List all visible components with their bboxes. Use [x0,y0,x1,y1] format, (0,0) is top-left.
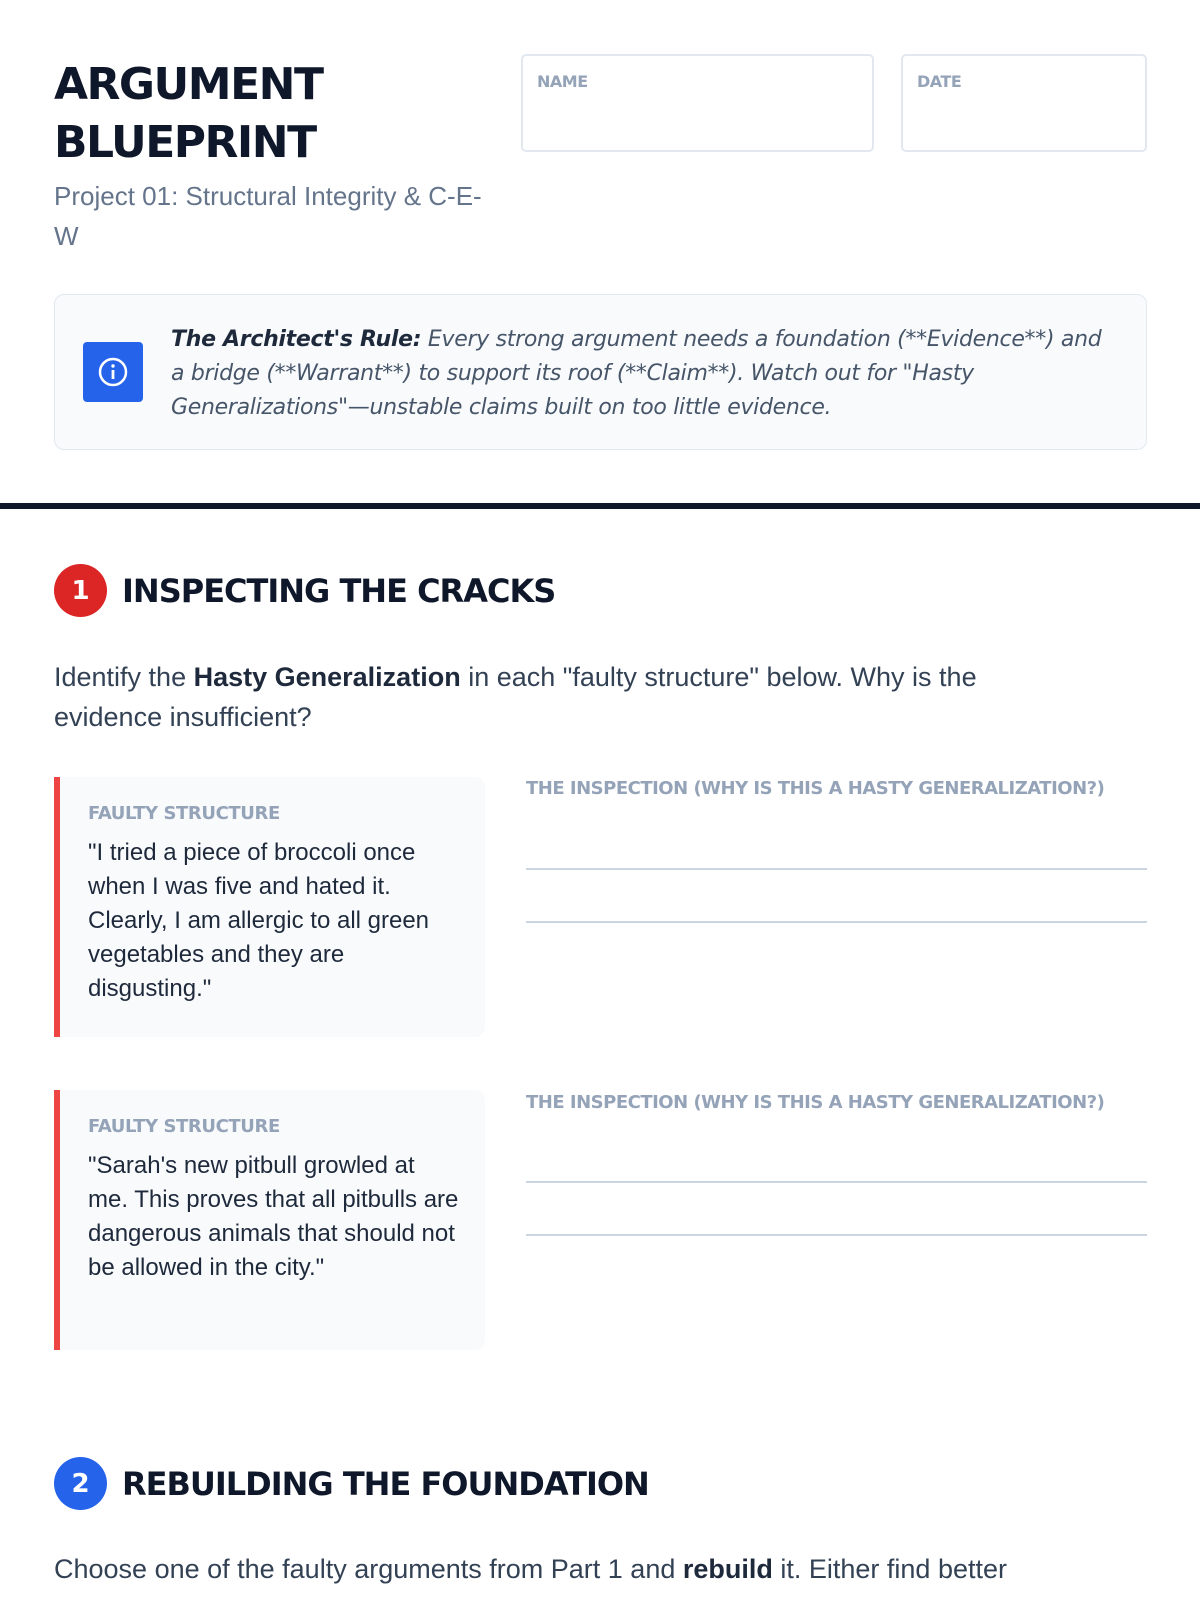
architect-rule-callout [54,294,1147,450]
rule-body: Every strong argument needs a foundation (**Evidence**) and a bridge (**Warrant**) to support its roof (**Claim**). Watch out for "Hasty Generalizations"—unstable claims built on too little evidence. [171,327,1102,420]
section-2-number: 2 [54,1457,107,1510]
answer-line[interactable] [526,921,1147,923]
faulty-structure-card [54,1090,485,1350]
name-field-label: NAME [537,72,588,91]
section-1-title: INSPECTING THE CRACKS [122,571,556,610]
faulty-structure-label: FAULTY STRUCTURE [88,803,280,824]
answer-line[interactable] [526,868,1147,870]
instr-text: it. Either find better [772,1554,1007,1584]
section-1-heading [54,564,555,617]
name-field[interactable] [521,54,874,152]
rule-lead: The Architect's Rule: [171,327,422,352]
section-2-heading [54,1457,649,1510]
section-2-title: REBUILDING THE FOUNDATION [122,1464,649,1503]
page-title [54,56,494,172]
instr-emphasis: rebuild [682,1554,773,1584]
instr-text: Identify the [54,662,194,692]
date-field[interactable] [901,54,1147,152]
faulty-structure-label: FAULTY STRUCTURE [88,1116,280,1137]
info-icon [83,342,143,402]
title-line-2: BLUEPRINT [54,117,316,168]
date-field-label: DATE [917,72,962,91]
faulty-structure-quote: "I tried a piece of broccoli once when I was five and hated it. Clearly, I am allergic to all green vegetables and they are disgusting." [88,839,430,1002]
section-1-number: 1 [54,564,107,617]
instr-text: Choose one of the faulty arguments from Part 1 and [54,1554,683,1584]
section-divider [0,503,1200,509]
answer-line[interactable] [526,1181,1147,1183]
inspection-label: THE INSPECTION (WHY IS THIS A HASTY GENERALIZATION?) [526,1092,1105,1113]
section-1-instructions [54,657,1054,737]
answer-line[interactable] [526,1234,1147,1236]
instr-emphasis: Hasty Generalization [193,662,461,692]
faulty-structure-card [54,777,485,1037]
page-subtitle: Project 01: Structural Integrity & C-E-W [54,181,482,251]
rule-text [171,323,1121,425]
inspection-label: THE INSPECTION (WHY IS THIS A HASTY GENERALIZATION?) [526,778,1105,799]
section-2-instructions [54,1549,1174,1589]
faulty-structure-quote: "Sarah's new pitbull growled at me. This proves that all pitbulls are dangerous animals that should not be allowed in the city." [88,1152,459,1281]
title-line-1: ARGUMENT [54,59,323,110]
instr-text: in each "faulty structure" below. Why is the evidence insufficient? [54,662,977,732]
